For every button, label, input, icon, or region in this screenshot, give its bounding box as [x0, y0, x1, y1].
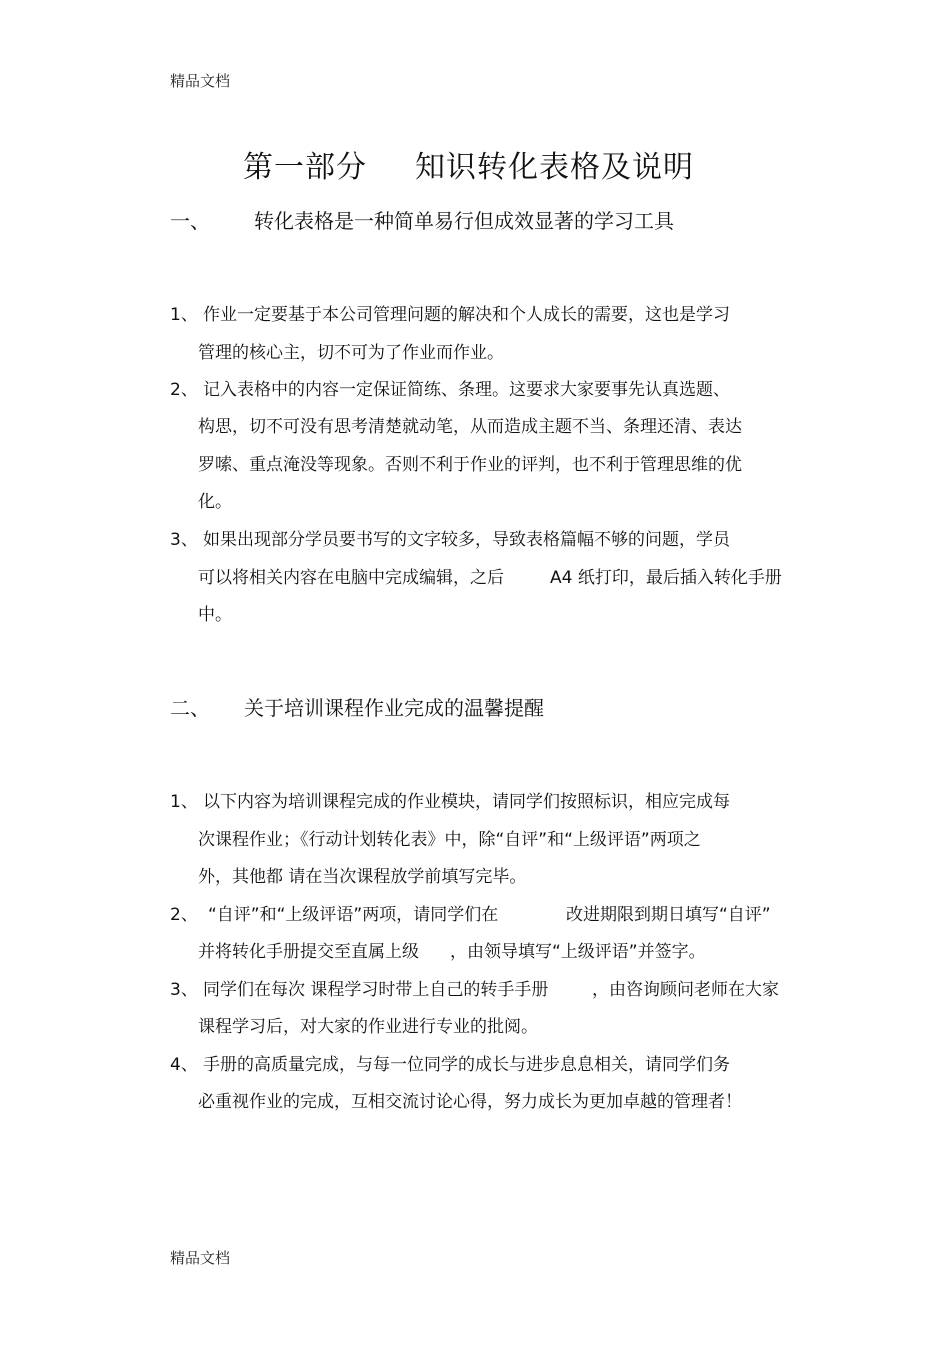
item-line: 以下内容为培训课程完成的作业模块，请同学们按照标识，相应完成每 — [203, 792, 730, 812]
item-number: 3、 — [170, 530, 198, 550]
item-number: 1、 — [170, 305, 198, 325]
item-line: 管理的核心主，切不可为了作业而作业。 — [198, 343, 504, 363]
item-line: 构思，切不可没有思考清楚就动笔，从而造成主题不当、条理还清、表达 — [198, 417, 742, 437]
item-line: 化。 — [198, 492, 232, 512]
item-line: 并将转化手册提交至直属上级 — [198, 942, 419, 962]
item-number: 4、 — [170, 1055, 198, 1075]
item-line: ，由咨询顾问老师在大家 — [592, 980, 779, 1000]
item-line: 如果出现部分学员要书写的文字较多，导致表格篇幅不够的问题，学员 — [203, 530, 730, 550]
item-number: 2、 — [170, 380, 198, 400]
item-line: 作业一定要基于本公司管理问题的解决和个人成长的需要，这也是学习 — [203, 305, 730, 325]
item-line: “自评”和“上级评语”两项，请同学们在 — [208, 905, 499, 925]
item-line: 手册的高质量完成，与每一位同学的成长与进步息息相关，请同学们务 — [203, 1055, 730, 1075]
item-line: 外，其他都 请在当次课程放学前填写完毕。 — [198, 867, 527, 887]
item-line: 罗嗦、重点淹没等现象。否则不利于作业的评判，也不利于管理思维的优 — [198, 455, 742, 475]
page-title — [243, 142, 694, 186]
page-footer: 精品文档 — [170, 1249, 231, 1267]
item-line: 可以将相关内容在电脑中完成编辑，之后 — [198, 568, 504, 588]
item-line: 课程学习后，对大家的作业进行专业的批阅。 — [198, 1017, 538, 1037]
item-line: 必重视作业的完成，互相交流讨论心得，努力成长为更加卓越的管理者！ — [198, 1092, 742, 1112]
section2-heading — [170, 692, 544, 721]
item-line: 同学们在每次 课程学习时带上自己的转手手册 — [203, 980, 549, 1000]
title-name: 知识转化表格及说明 — [415, 150, 694, 185]
section1-number: 一、 — [170, 209, 210, 233]
section1-heading — [170, 205, 674, 234]
item-line: A4 纸打印，最后插入转化手册 — [550, 568, 782, 588]
page-header: 精品文档 — [170, 72, 231, 90]
section2-title: 关于培训课程作业完成的温馨提醒 — [244, 696, 544, 720]
title-part: 第一部分 — [243, 150, 367, 185]
item-line: 中。 — [198, 605, 232, 625]
item-line: 次课程作业；《行动计划转化表》中，除“自评”和“上级评语”两项之 — [198, 830, 701, 850]
item-line: 记入表格中的内容一定保证简练、条理。这要求大家要事先认真选题、 — [203, 380, 730, 400]
item-line: ，由领导填写“上级评语”并签字。 — [450, 942, 706, 962]
section1-title: 转化表格是一种简单易行但成效显著的学习工具 — [254, 209, 674, 233]
item-line: 改进期限到期日填写“自评” — [566, 905, 771, 925]
section2-number: 二、 — [170, 696, 210, 720]
item-number: 1、 — [170, 792, 198, 812]
item-number: 3、 — [170, 980, 198, 1000]
item-number: 2、 — [170, 905, 198, 925]
